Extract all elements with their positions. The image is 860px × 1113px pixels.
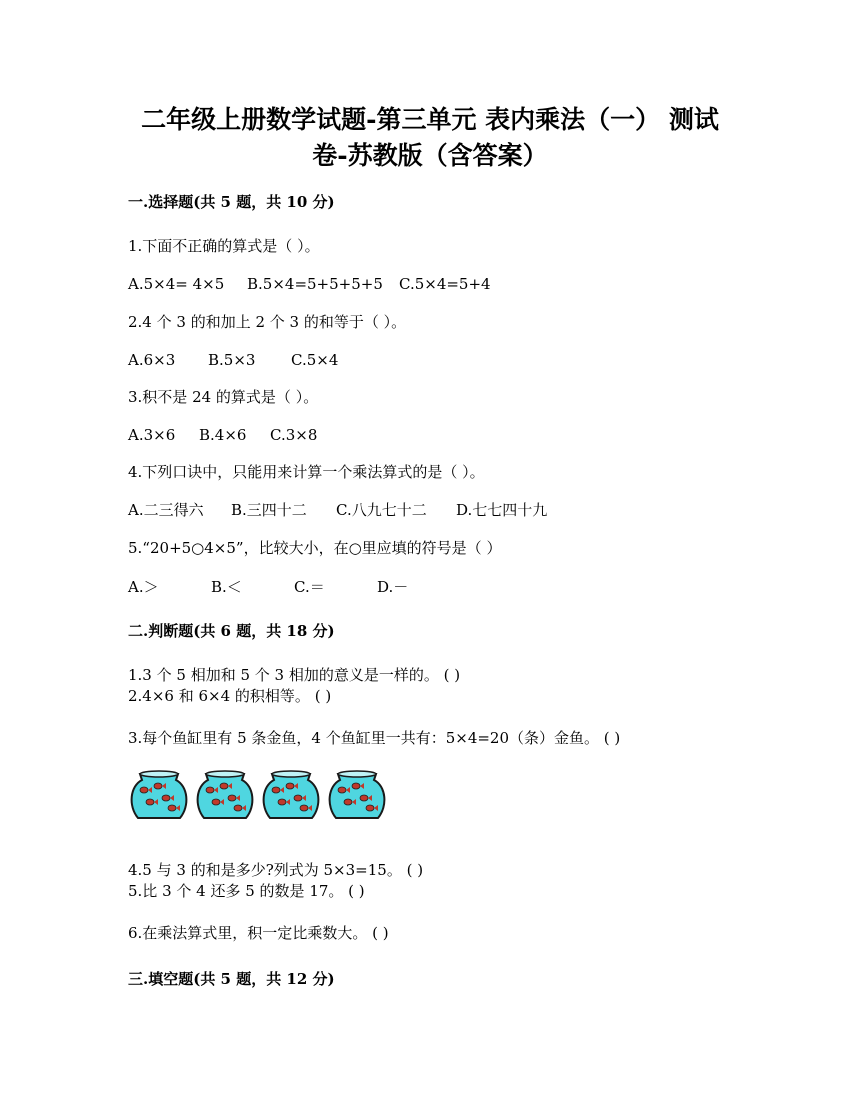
question-2-text: 2.4 个 3 的和加上 2 个 3 的和等于（ ）。 xyxy=(128,313,407,331)
option: A.二三得六 xyxy=(128,501,204,519)
title-line-1: 二年级上册数学试题-第三单元 表内乘法（一） 测试 xyxy=(141,105,719,134)
goldfish xyxy=(352,783,360,789)
question-1-options xyxy=(128,274,491,294)
judge-item-2: 2.4×6 和 6×4 的积相等。 ( ) xyxy=(128,687,332,705)
goldfish xyxy=(168,805,176,811)
fishbowl xyxy=(330,771,385,818)
question-2-options xyxy=(128,350,338,370)
section-heading-choice: 一.选择题(共 5 题，共 10 分) xyxy=(128,193,335,211)
page-title xyxy=(120,102,740,174)
goldfish xyxy=(278,799,286,805)
question-5-options xyxy=(128,577,408,597)
option: C.＝ xyxy=(294,578,325,596)
goldfish xyxy=(338,787,346,793)
goldfish xyxy=(286,783,294,789)
question-3-options xyxy=(128,425,317,445)
section-heading-fill: 三.填空题(共 5 题，共 12 分) xyxy=(128,970,335,988)
fishbowl xyxy=(264,771,319,818)
goldfish xyxy=(140,787,148,793)
goldfish xyxy=(146,799,154,805)
option: B.＜ xyxy=(211,578,242,596)
option: B.4×6 xyxy=(199,426,247,444)
fishbowl xyxy=(132,771,187,818)
goldfish xyxy=(154,783,162,789)
goldfish xyxy=(344,799,352,805)
goldfish xyxy=(272,787,280,793)
goldfish xyxy=(212,799,220,805)
option: C.5×4 xyxy=(291,351,339,369)
option: C.5×4=5+4 xyxy=(399,275,491,293)
question-4-text: 4.下列口诀中，只能用来计算一个乘法算式的是（ ）。 xyxy=(128,463,485,481)
option: D.七七四十九 xyxy=(456,501,548,519)
goldfish xyxy=(360,795,368,801)
goldfish xyxy=(228,795,236,801)
goldfish xyxy=(300,805,308,811)
fishbowls-illustration xyxy=(128,768,388,824)
goldfish xyxy=(366,805,374,811)
judge-item-4: 4.5 与 3 的和是多少?列式为 5×3=15。 ( ) xyxy=(128,861,424,879)
option: B.5×4=5+5+5+5 xyxy=(247,275,383,293)
option: A.5×4= 4×5 xyxy=(128,275,225,293)
judge-item-3: 3.每个鱼缸里有 5 条金鱼，4 个鱼缸里一共有：5×4=20（条）金鱼。 ( ) xyxy=(128,729,621,747)
option: D.－ xyxy=(377,578,409,596)
goldfish xyxy=(220,783,228,789)
judge-item-1: 1.3 个 5 相加和 5 个 3 相加的意义是一样的。 ( ) xyxy=(128,666,461,684)
option: C.3×8 xyxy=(270,426,318,444)
option: B.三四十二 xyxy=(231,501,307,519)
option: A.＞ xyxy=(128,578,159,596)
goldfish xyxy=(294,795,302,801)
option: A.6×3 xyxy=(128,351,176,369)
judge-item-6: 6.在乘法算式里，积一定比乘数大。 ( ) xyxy=(128,924,389,942)
section-heading-judge: 二.判断题(共 6 题，共 18 分) xyxy=(128,622,335,640)
question-1-text: 1.下面不正确的算式是（ ）。 xyxy=(128,237,320,255)
question-4-options xyxy=(128,500,547,520)
goldfish xyxy=(162,795,170,801)
fishbowl xyxy=(198,771,253,818)
title-line-2: 卷-苏教版（含答案） xyxy=(312,141,548,170)
goldfish xyxy=(206,787,214,793)
question-5-text: 5.“20+5○4×5”，比较大小，在○里应填的符号是（ ） xyxy=(128,539,502,557)
goldfish xyxy=(234,805,242,811)
judge-item-5: 5.比 3 个 4 还多 5 的数是 17。 ( ) xyxy=(128,882,365,900)
option: A.3×6 xyxy=(128,426,176,444)
option: C.八九七十二 xyxy=(336,501,427,519)
option: B.5×3 xyxy=(208,351,256,369)
question-3-text: 3.积不是 24 的算式是（ ）。 xyxy=(128,388,319,406)
